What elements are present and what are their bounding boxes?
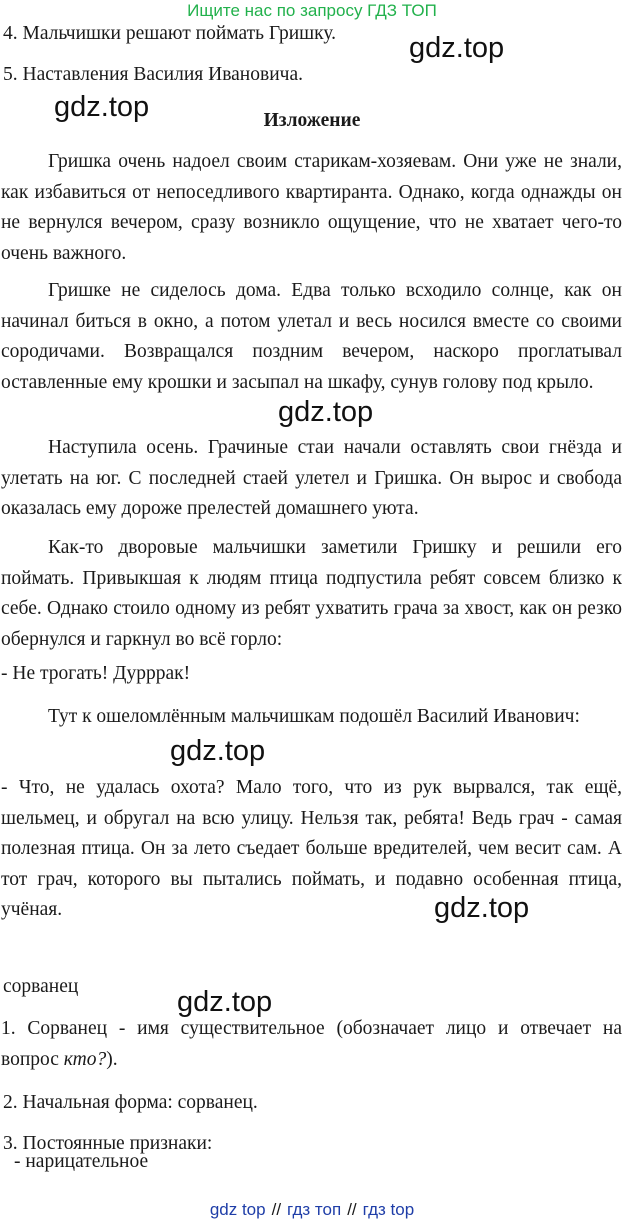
- paragraph-7: - Что, не удалась охота? Мало того, что из рук вырвался, так ещё, шельмец, и обругал на всю улицу. Нельзя так, ребята! Ведь грач - самая полезная птица. Он за лето съедает больше вредителей, чем весит сам. А тот грач, которого вы пытались поймать, и подавно особенная птица, учёная.: [1, 777, 622, 920]
- watermark: gdz.top: [409, 32, 505, 64]
- paragraph-3: Наступила осень. Грачиные стаи начали оставлять свои гнёзда и улетать на юг. С последней стаей улетел и Гришка. Он вырос и свобода оказалась ему дороже прелестей домашнего уюта.: [1, 437, 622, 519]
- plan-item-5: 5. Наставления Василия Ивановича.: [3, 64, 303, 85]
- paragraph-2: Гришке не сиделось дома. Едва только всходило солнце, как он начинал биться в окно, а потом улетал и весь носился вместе со своими сородичами. Возвращался поздним вечером, наскоро проглатывал оставленные ему крошки и засыпал на шкафу, сунув голову под крыло.: [1, 280, 622, 393]
- watermark: gdz.top: [170, 735, 266, 767]
- analysis-item-1-italic: кто?: [63, 1048, 107, 1070]
- analysis-item-3: 3. Постоянные признаки:: [3, 1133, 213, 1154]
- analysis-item-1: [1, 1014, 622, 1075]
- footer-separator: //: [347, 1200, 357, 1219]
- section-heading: Изложение: [263, 110, 361, 131]
- analysis-word: сорванец: [3, 976, 79, 997]
- analysis-item-3-sub: - нарицательное: [14, 1151, 149, 1172]
- paragraph-4: Как-то дворовые мальчишки заметили Гришку и решили его поймать. Привыкшая к людям птица подпустила ребят совсем близко к себе. Однако стоило одному из ребят ухватить грача за хвост, как он резко обернулся и гаркнул во всё горло:: [1, 537, 622, 650]
- paragraph-1: Гришка очень надоел своим старикам-хозяевам. Они уже не знали, как избавиться от непоседливого квартиранта. Однако, когда однажды он не вернулся вечером, сразу возникло ощущение, что не хватает чего-то очень важного.: [1, 151, 622, 264]
- footer-link-gdz-top-ru[interactable]: гдз топ: [287, 1200, 342, 1219]
- watermark: gdz.top: [278, 396, 374, 428]
- footer-link-gdz-top[interactable]: gdz top: [209, 1200, 266, 1219]
- top-banner[interactable]: Ищите нас по запросу ГДЗ ТОП: [187, 1, 437, 20]
- plan-item-4: 4. Мальчишки решают поймать Гришку.: [3, 23, 337, 44]
- paragraph-5: - Не трогать! Дурррак!: [1, 663, 191, 684]
- analysis-item-2: 2. Начальная форма: сорванец.: [3, 1092, 258, 1113]
- analysis-item-1-text: 1. Сорванец - имя существительное (обозначает лицо и отвечает на вопрос: [1, 1018, 622, 1070]
- paragraph-6: Тут к ошеломлённым мальчишкам подошёл Василий Иванович:: [48, 706, 580, 727]
- watermark: gdz.top: [177, 986, 273, 1018]
- footer-link-gdz-top-mixed[interactable]: гдз top: [362, 1200, 415, 1219]
- watermark: gdz.top: [54, 91, 150, 123]
- watermark: gdz.top: [434, 892, 530, 924]
- analysis-item-1-end: ).: [106, 1048, 118, 1070]
- footer-links: [0, 1198, 624, 1222]
- footer-separator: //: [271, 1200, 282, 1219]
